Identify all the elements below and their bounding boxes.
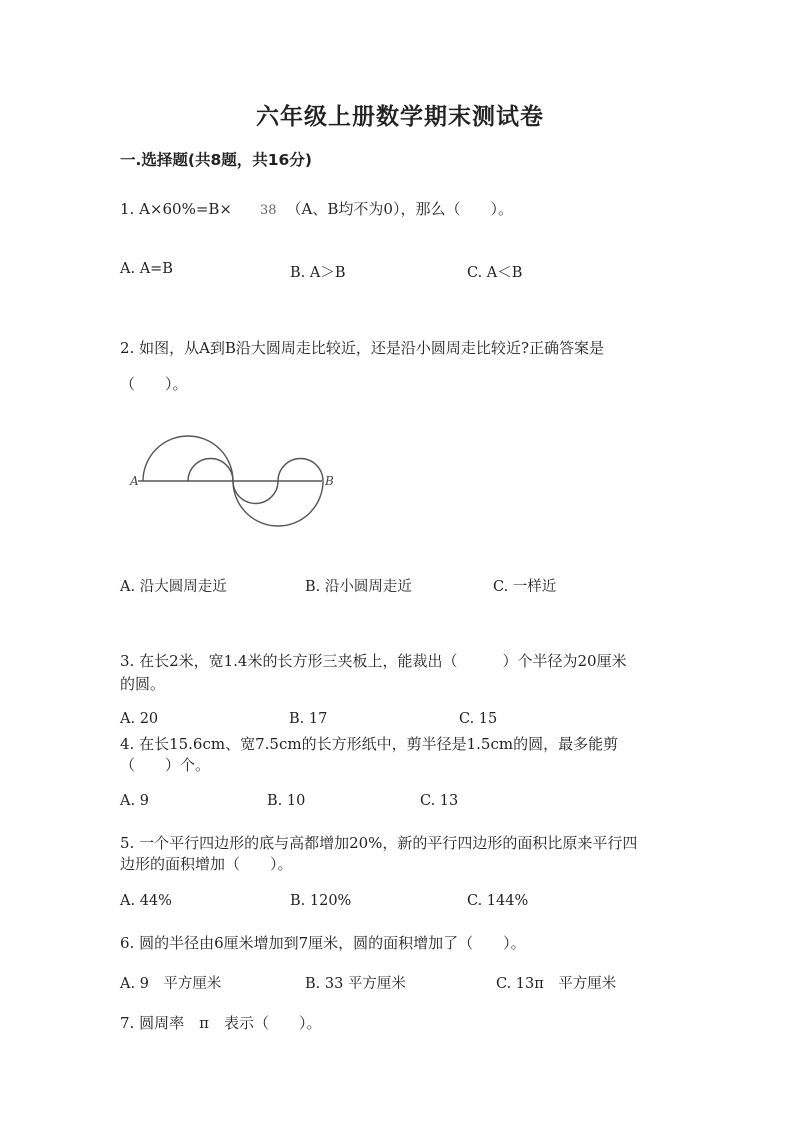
point-a-label: A [130,474,139,488]
question-1 [120,198,513,219]
small-semicircle-2 [233,481,278,504]
page-title: 六年级上册数学期末测试卷 [256,103,544,130]
q1-option-a[interactable]: A. A=B [120,261,173,277]
small-semicircle-3 [278,459,323,482]
question-4-line-2: （ ）个。 [120,756,211,774]
question-1-prefix: 1. A×60%=B× [120,200,232,218]
q5-option-c[interactable]: C. 144% [467,893,529,909]
q3-option-a[interactable]: A. 20 [120,711,159,727]
question-1-suffix: （A、B均不为0），那么（ ）。 [286,200,513,218]
q1-option-c[interactable]: C. A＜B [467,265,523,281]
q2-option-b[interactable]: B. 沿小圆周走近 [305,579,412,595]
point-b-label: B [325,474,334,488]
q6-option-c[interactable]: C. 13π 平方厘米 [496,976,617,992]
fraction-denominator: 8 [268,202,277,218]
q1-option-b[interactable]: B. A＞B [290,265,346,281]
small-semicircle-1 [188,459,233,482]
question-5-line-2: 边形的面积增加（ ）。 [120,855,293,873]
question-6-line-1: 6. 圆的半径由6厘米增加到7厘米，圆的面积增加了（ ）。 [120,934,526,952]
question-3-line-2: 的圆。 [120,675,166,693]
q2-option-a[interactable]: A. 沿大圆周走近 [120,579,227,595]
q3-option-c[interactable]: C. 15 [459,711,498,727]
section-heading: 一.选择题(共8题，共16分) [120,151,312,169]
q4-option-c[interactable]: C. 13 [420,793,459,809]
q4-option-b[interactable]: B. 10 [267,793,306,809]
q6-option-a[interactable]: A. 9 平方厘米 [120,976,222,992]
question-5-line-1: 5. 一个平行四边形的底与高都增加20%，新的平行四边形的面积比原来平行四 [120,834,638,852]
question-2-line-1: 2. 如图，从A到B沿大圆周走比较近，还是沿小圆周走比较近?正确答案是 [120,339,604,357]
q5-option-b[interactable]: B. 120% [290,893,352,909]
q6-option-b[interactable]: B. 33 平方厘米 [305,976,406,992]
q3-option-b[interactable]: B. 17 [289,711,328,727]
large-semicircle-upper [143,436,233,481]
question-4-line-1: 4. 在长15.6cm、宽7.5cm的长方形纸中，剪半径是1.5cm的圆，最多能剪 [120,735,619,753]
circles-figure [125,430,345,530]
fraction-numerator: 3 [259,202,269,218]
q5-option-a[interactable]: A. 44% [120,893,172,909]
q4-option-a[interactable]: A. 9 [120,793,149,809]
fraction [260,203,277,218]
question-3-line-1: 3. 在长2米，宽1.4米的长方形三夹板上，能裁出（ ）个半径为20厘米 [120,652,627,670]
question-7-line-1: 7. 圆周率 π 表示（ ）。 [120,1014,322,1032]
q2-option-c[interactable]: C. 一样近 [493,579,557,595]
question-2-line-2: （ ）。 [120,375,188,393]
large-semicircle-lower [233,481,323,526]
